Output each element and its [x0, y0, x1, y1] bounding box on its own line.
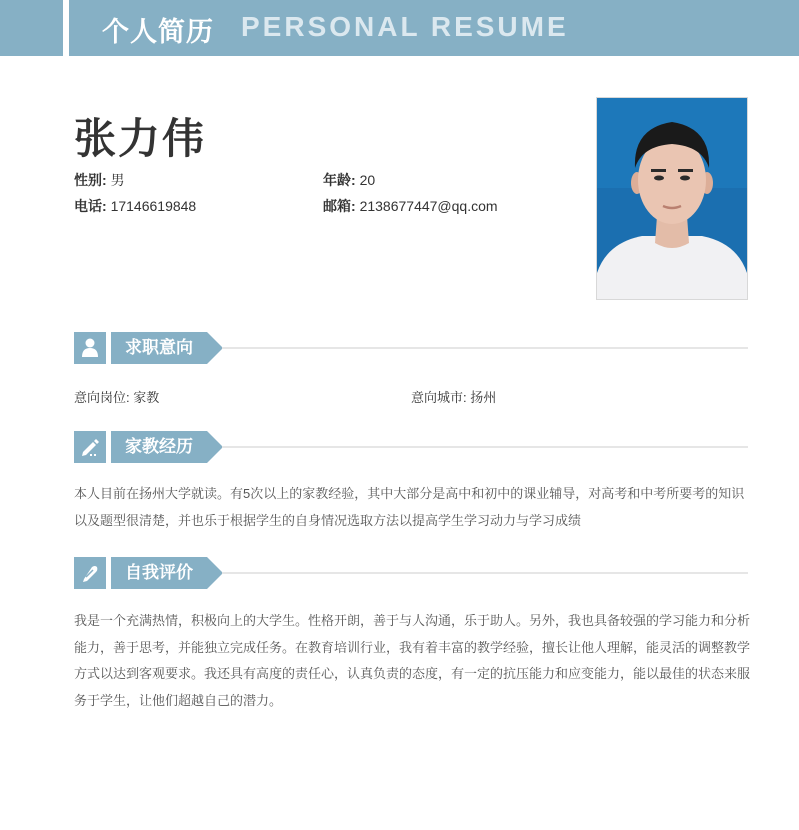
candidate-name: 张力伟 — [74, 115, 207, 162]
intended-position — [74, 387, 159, 406]
pen-icon — [74, 557, 106, 589]
email-row — [323, 197, 498, 215]
experience-text: 本人目前在扬州大学就读。有5次以上的家教经验，其中大部分是高中和初中的课业辅导，对高考和中考所要考的知识以及题型很清楚，并也乐于根据学生的自身情况选取方法以提高学生学习动力与学习成绩 — [74, 486, 745, 528]
header-title-en: PERSONAL RESUME — [241, 11, 569, 42]
gender-value: 男 — [110, 172, 125, 188]
section-title-experience: 家教经历 — [111, 431, 207, 463]
age-label: 年龄: — [323, 172, 356, 188]
phone-label: 电话: — [74, 198, 107, 214]
header-title-cn: 个人简历 — [102, 17, 214, 47]
age-value: 20 — [359, 172, 376, 188]
gender-label: 性别: — [74, 172, 107, 188]
intended-position-value: 家教 — [133, 390, 160, 405]
profile-photo-illustration — [597, 98, 747, 299]
phone-row — [74, 197, 196, 215]
pencil-icon — [74, 431, 106, 463]
intended-city-value: 扬州 — [470, 390, 497, 405]
header-banner-left-block — [0, 0, 63, 56]
phone-value: 17146619848 — [110, 198, 197, 214]
section-divider — [222, 446, 748, 448]
age-row — [323, 171, 375, 189]
profile-photo — [596, 97, 748, 300]
section-divider — [222, 347, 748, 349]
section-divider — [222, 572, 748, 574]
self-evaluation-text: 我是一个充满热情，积极向上的大学生。性格开朗，善于与人沟通，乐于助人。另外，我也具备较强的学习能力和分析能力，善于思考，并能独立完成任务。在教育培训行业，我有着丰富的教学经验，擅长让他人理解，能灵活的调整教学方式以达到客观要求。我还具有高度的责任心，认真负责的态度，有一定的抗压能力和应变能力，能以最佳的状态来服务于学生，让他们超越自己的潜力。 — [74, 613, 751, 708]
intended-position-label: 意向岗位: — [74, 390, 130, 405]
intended-city-label: 意向城市: — [411, 390, 467, 405]
section-title-intention: 求职意向 — [111, 332, 207, 364]
email-label: 邮箱: — [323, 198, 356, 214]
section-title-self-evaluation: 自我评价 — [111, 557, 207, 589]
person-icon — [74, 332, 106, 364]
gender-row — [74, 171, 125, 189]
intended-city — [411, 387, 496, 406]
email-value: 2138677447@qq.com — [359, 198, 498, 214]
